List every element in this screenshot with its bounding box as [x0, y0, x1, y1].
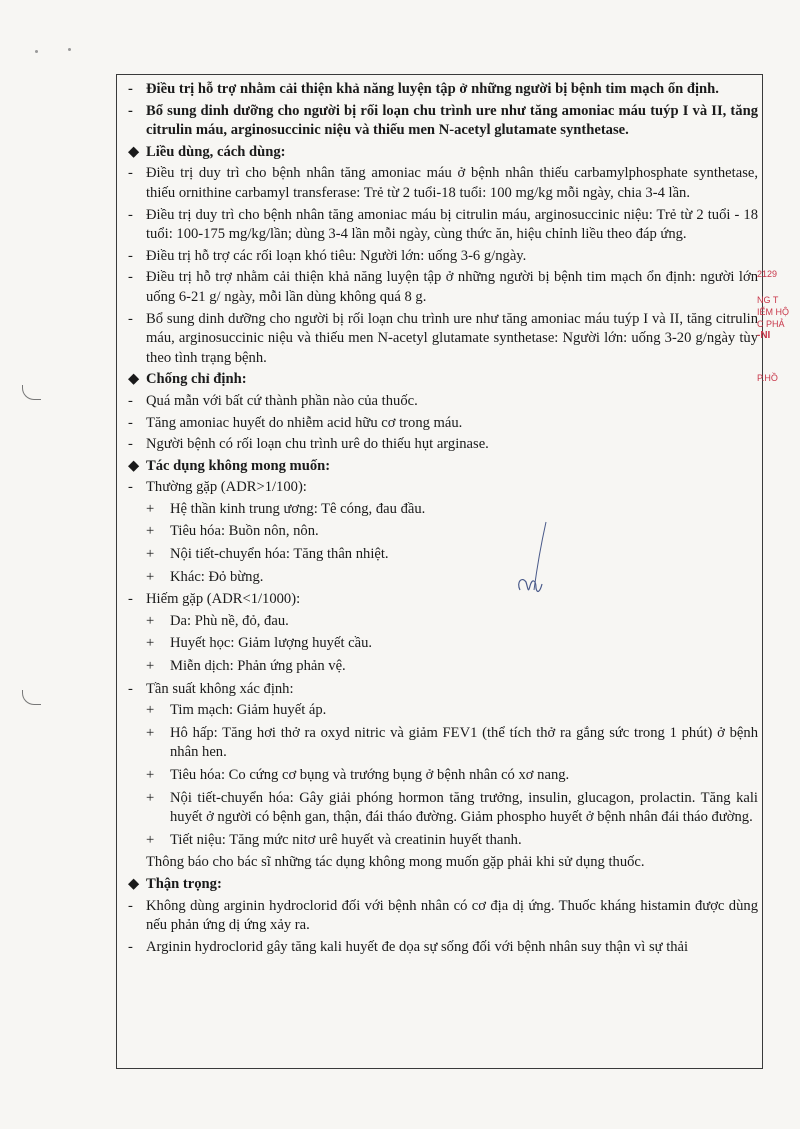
precaution-item: - Không dùng arginin hydroclorid đối với bệnh nhân có cơ địa dị ứng. Thuốc kháng histamin được dùng nếu phản ứng dị ứng xảy ra.: [128, 897, 758, 934]
adverse-effect-item: + Miễn dịch: Phản ứng phản vệ.: [146, 658, 346, 675]
dosage-item: - Điều trị hỗ trợ nhằm cải thiện khả năng luyện tập ở những người bị bệnh tim mạch ổn định: người lớn uống 6-21 g/ ngày, mỗi lần dùng không quá 8 g.: [128, 269, 758, 305]
scan-dot: [68, 48, 71, 51]
punch-hole-mark: [22, 385, 41, 400]
section-heading-precautions: ◆ Thận trọng:: [128, 875, 222, 892]
adverse-effect-item: + Nội tiết-chuyển hóa: Gây giải phóng hormon tăng trưởng, insulin, glucagon, prolactin. Tăng kali huyết ở người có bệnh gan, thận, đái tháo đường. Giảm phospho huyết ở bệnh nhân đái tháo đường.: [146, 789, 758, 826]
frequency-group-label: - Thường gặp (ADR>1/100):: [128, 479, 307, 496]
adverse-effect-item: + Khác: Đỏ bừng.: [146, 568, 264, 585]
frequency-group-label: - Tần suất không xác định:: [128, 680, 294, 697]
dosage-item: - Điều trị duy trì cho bệnh nhân tăng amoniac máu bị citrulin máu, arginosuccinic niệu: Trẻ từ 2 tuổi - 18 tuổi: 100-175 mg/kg/lần; dùng 3-4 lần mỗi ngày, cùng thức ăn, hiệu chỉnh liều theo đáp ứng.: [128, 206, 758, 243]
adverse-effects-note: Thông báo cho bác sĩ những tác dụng không mong muốn gặp phải khi sử dụng thuốc.: [146, 854, 645, 871]
adverse-effect-item: + Tiêu hóa: Buồn nôn, nôn.: [146, 523, 319, 540]
section-heading-dosage: ◆ Liều dùng, cách dùng:: [128, 143, 286, 160]
adverse-effect-item: + Hô hấp: Tăng hơi thở ra oxyd nitric và giảm FEV1 (thể tích thở ra gắng sức trong 1 phút) ở bệnh nhân hen.: [146, 724, 758, 761]
adverse-effect-item: + Da: Phù nề, đỏ, đau.: [146, 612, 289, 629]
adverse-effect-item: + Hệ thần kinh trung ương: Tê cóng, đau đầu.: [146, 500, 426, 517]
punch-hole-mark: [22, 690, 41, 705]
contraindication-item: - Quá mẫn với bất cứ thành phần nào của thuốc.: [128, 392, 418, 409]
adverse-effect-item: + Tiết niệu: Tăng mức nitơ urê huyết và creatinin huyết thanh.: [146, 831, 522, 848]
handwritten-signature: [506, 520, 556, 600]
dosage-item: - Điều trị hỗ trợ các rối loạn khó tiêu: Người lớn: uống 3-6 g/ngày.: [128, 247, 527, 264]
adverse-effect-item: + Tim mạch: Giảm huyết áp.: [146, 702, 327, 719]
section-heading-adverse-effects: ◆ Tác dụng không mong muốn:: [128, 457, 331, 474]
frequency-group-label: - Hiếm gặp (ADR<1/1000):: [128, 591, 301, 608]
document-body: [128, 80, 758, 959]
company-stamp: 2129 NG T IỂM HỘ C PHẢ -NI P.HỒ: [757, 269, 790, 383]
adverse-effect-item: + Huyết học: Giảm lượng huyết cầu.: [146, 635, 373, 652]
adverse-effect-item: + Tiêu hóa: Co cứng cơ bụng và trướng bụng ở bệnh nhân có xơ nang.: [146, 767, 570, 783]
dosage-item: - Điều trị duy trì cho bệnh nhân tăng amoniac máu ở bệnh nhân thiếu carbamylphosphate synthetase, thiếu ornithine carbamyl transferase: Trẻ từ 2 tuổi-18 tuổi: 100 mg/kg mỗi ngày, chia 3-4 lần.: [128, 165, 758, 201]
scan-dot: [35, 50, 38, 53]
indication-item: - Điều trị hỗ trợ nhằm cải thiện khả năng luyện tập ở những người bị bệnh tim mạch ổn định.: [128, 81, 719, 97]
dosage-item: - Bổ sung dinh dưỡng cho người bị rối loạn chu trình ure như tăng amoniac máu tuýp I và II, tăng citrulin máu, arginosuccinic niệu và thiếu men N-acetyl glutamate synthetase: Người lớn: uống 3-20 g/ngày tùy theo tình trạng bệnh.: [128, 310, 758, 366]
section-heading-contraindications: ◆ Chống chỉ định:: [128, 371, 247, 388]
indication-item: - Bổ sung dinh dưỡng cho người bị rối loạn chu trình ure như tăng amoniac máu tuýp I và II, tăng citrulin máu, arginosuccinic niệu và thiếu men N-acetyl glutamate synthetase.: [128, 102, 758, 139]
precaution-item: - Arginin hydroclorid gây tăng kali huyết đe dọa sự sống đối với bệnh nhân suy thận vì sự thải: [128, 938, 689, 955]
contraindication-item: - Người bệnh có rối loạn chu trình urê do thiếu hụt arginase.: [128, 436, 489, 453]
adverse-effect-item: + Nội tiết-chuyển hóa: Tăng thân nhiệt.: [146, 546, 389, 563]
contraindication-item: - Tăng amoniac huyết do nhiễm acid hữu cơ trong máu.: [128, 414, 463, 431]
